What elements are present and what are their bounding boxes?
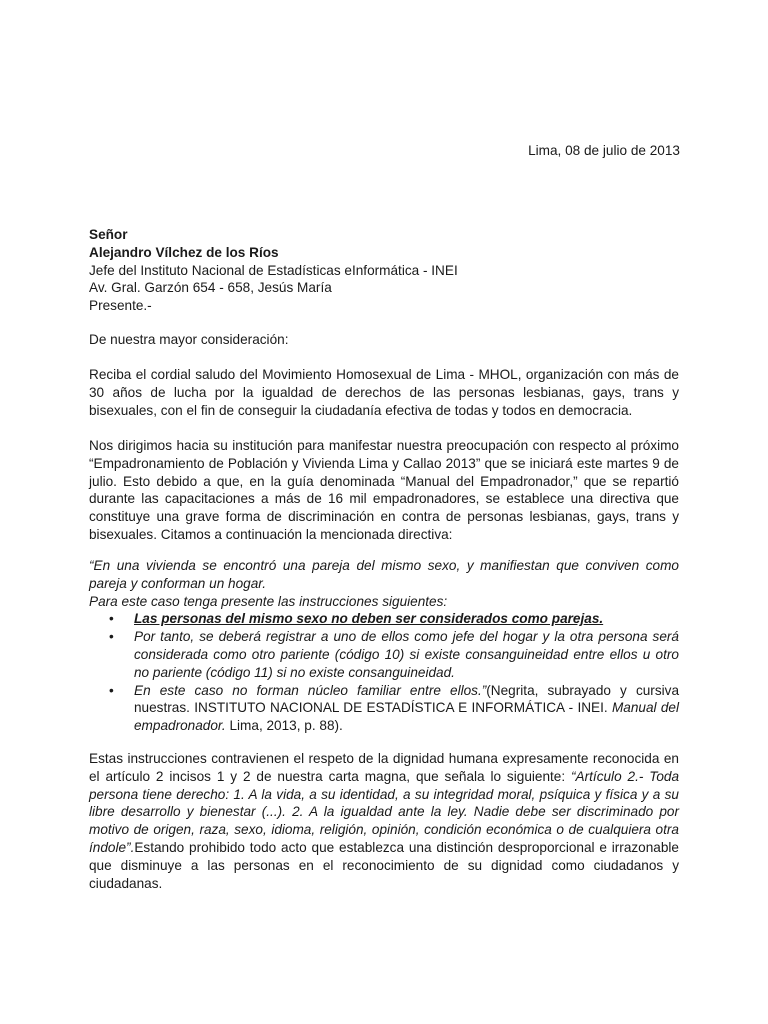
addressee-position: Jefe del Instituto Nacional de Estadísticas eInformática - INEI (89, 262, 458, 278)
paragraph-3-text (89, 750, 679, 892)
quote-bullet-1 (89, 610, 679, 628)
bullet-glyph: • (109, 682, 114, 698)
quote-instructions: Para este caso tenga presente las instrucciones siguientes: (89, 593, 448, 609)
addressee-name: Alejandro Vílchez de los Ríos (89, 244, 279, 260)
quote-intro: “En una vivienda se encontró una pareja del mismo sexo, y manifiestan que conviven como pareja y conforman un hogar. (89, 558, 679, 591)
bullet-glyph: • (109, 629, 114, 645)
quote-bullet-3-source: Manual del empadronador. (134, 700, 680, 734)
quote-bullet-list (89, 610, 679, 735)
addressee-salutation: Señor (89, 227, 128, 242)
greeting (89, 331, 679, 349)
paragraph-1-text: Reciba el cordial saludo del Movimiento Homosexual de Lima - MHOL, organización con más de 30 años de lucha por la igualdad de derechos de las personas lesbianas, gays, trans y bisexuales, con el fin de conseguir la ciudadanía efectiva de todas y todos en democracia. (89, 367, 679, 418)
addressee-block (89, 226, 679, 315)
paragraph-2 (89, 437, 679, 544)
paragraph-2-text: Nos dirigimos hacia su institución para manifestar nuestra preocupación con respecto al próximo “Empadronamiento de Población y Vivienda Lima y Callao 2013” que se iniciará este martes 9 de julio. Esto debido a que, en la guía denominada “Manual del Empadronador,” que se repartió durante las capacitaciones a más de 16 mil empadronadores, se establece una directiva que constituye una grave forma de discriminación en contra de personas lesbianas, gays, trans y bisexuales. Citamos a continuación la mencionada directiva: (89, 438, 679, 542)
paragraph-3-start: Estas instrucciones contravienen el respeto de la dignidad humana expresamente reconocida en el artículo 2 incisos 1 y 2 de nuestra carta magna, que señala lo siguiente: (89, 751, 679, 784)
paragraph-3 (89, 750, 679, 892)
addressee-presente: Presente.- (89, 298, 152, 314)
quote-bullet-3-italic: En este caso no forman núcleo familiar entre ellos.” (134, 682, 487, 698)
quote-bullet-2 (89, 628, 679, 681)
quote-bullet-3 (89, 682, 679, 735)
quoted-directive (89, 557, 679, 735)
bullet-glyph: • (109, 611, 114, 627)
addressee-address: Av. Gral. Garzón 654 - 658, Jesús María (89, 280, 332, 296)
quote-bullet-1-text: Las personas del mismo sexo no deben ser considerados como parejas. (134, 611, 604, 627)
constitution-citation: “Artículo 2.- Toda persona tiene derecho: 1. A la vida, a su identidad, a su integridad moral, psíquica y física y a su libre desarrollo y bienestar (...). 2. A la igualdad ante la ley. Nadie debe ser discriminado por motivo de origen, raza, sexo, idioma, religión, opinión, condición económica o de cualquiera otra índole”. (89, 768, 679, 855)
letter-date: Lima, 08 de julio de 2013 (528, 143, 680, 158)
greeting-text: De nuestra mayor consideración: (89, 332, 289, 347)
quote-bullet-3-end: Lima, 2013, p. 88). (225, 718, 343, 734)
quote-bullet-2-text: Por tanto, se deberá registrar a uno de ellos como jefe del hogar y la otra persona será considerada como otro pariente (código 10) si existe consanguineidad entre ellos u otro no pariente (código 11) si no existe consanguineidad. (134, 629, 679, 680)
quote-bullet-3-normal: (Negrita, subrayado y cursiva nuestras. INSTITUTO NACIONAL DE ESTADÍSTICA E INFORMÁTICA - INEI. (134, 682, 680, 716)
paragraph-3-end: Estando prohibido todo acto que establezca una distinción desproporcional e irrazonable que disminuye a las personas en el reconocimiento de su dignidad como ciudadanos y ciudadanas. (89, 839, 679, 891)
paragraph-1 (89, 366, 679, 419)
